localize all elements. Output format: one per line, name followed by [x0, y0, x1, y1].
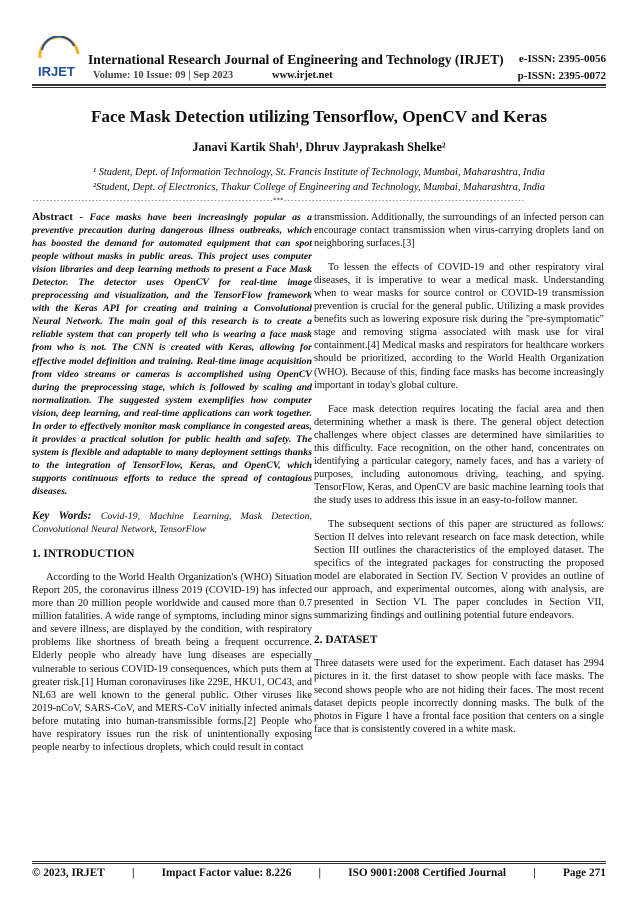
right-column	[314, 211, 604, 744]
abstract-text: Face masks have been increasingly popular as a preventive precaution during dangerous illness outbreaks, which has boosted the demand for automated equipment that can spot people without masks in public areas. This project uses computer vision libraries and deep learning methods to present a Face Mask Detector. The detector uses OpenCV for real-time image preprocessing and visualization, and the TensorFlow framework with the Keras API for creating and training a Convolutional Neural Network. The main goal of this research is to create a reliable system that can properly tell who is wearing a face mask from who is not. The CNN is created with Keras, allowing for effective model definition and training. Real-time image acquisition from video streams or cameras is accomplished using OpenCV during the preprocessing stage, which is followed by scaling and normalization. The suggested system exemplifies how computer vision, deep learning, and real-time applications can work together. In order to effectively monitor mask compliance in congested areas, it provides a practical solution for public health and safety. The system is flexible and adaptable to many deployment settings thanks to the integration of TensorFlow, Keras, and OpenCV, which supports continuous efforts to reduce the spread of contagious diseases.	[32, 212, 312, 497]
footer-divider-2: |	[318, 867, 322, 879]
abstract-label: Abstract -	[32, 211, 90, 223]
header-divider-thin	[32, 87, 606, 88]
section-heading-introduction: 1. INTRODUCTION	[32, 548, 135, 561]
p-issn: p-ISSN: 2395-0072	[517, 70, 606, 82]
journal-website[interactable]: www.irjet.net	[272, 70, 333, 81]
journal-name: International Research Journal of Engineering and Technology (IRJET)	[88, 52, 504, 67]
paper-title: Face Mask Detection utilizing Tensorflow, OpenCV and Keras	[90, 107, 548, 126]
header-divider	[32, 84, 606, 86]
footer-divider	[32, 861, 606, 862]
intro-paragraph-2: To lessen the effects of COVID-19 and other respiratory viral diseases, it is imperative to wear a medical mask. Understanding when to wear masks for source control or COVID-19 transmission prevention is crucial for the general public. Utilizing a mask provides benefits such as lowering exposure risk during the "pre-symptomatic" stage and removing stigma associated with mask use for viral containment.[4] Medical masks and respirators for healthcare workers should be prioritized, according to the World Health Organization (WHO). Because of this, finding face masks has become increasingly important in today's global culture.	[314, 262, 604, 391]
intro-paragraph-1: According to the World Health Organization's (WHO) Situation Report 205, the coronavirus illness 2019 (COVID-19) has infected more than 20 million people worldwide and caused more than 0.7 million fatalities. A wide range of symptoms, including minor signs and severe illness, are displayed by the condition, with respiratory problems like shortness of breath being a frequent occurrence. Elderly people who already have lung diseases are especially vulnerable to serious COVID-19 consequences, which puts them at greater risk.[1] Human coronaviruses like 229E, HKU1, OC43, and NL63 are well known to the general public. Other viruses like 2019-nCoV, SARS-CoV, and MERS-CoV initially infected animals before mutating into human-transmissible forms.[2] People who have respiratory issues run the risk of unintentionally exposing people nearby to infectious droplets, which could result in contact	[32, 572, 312, 753]
volume-issue: Volume: 10 Issue: 09 | Sep 2023	[93, 70, 234, 81]
footer-iso: ISO 9001:2008 Certified Journal	[348, 867, 507, 879]
footer-page-number: Page 271	[562, 867, 606, 879]
intro-paragraph-1-continued: transmission. Additionally, the surroundings of an infected person can encourage contact transmission when virus-carrying droplets land on neighboring surfaces.[3]	[314, 212, 604, 250]
paper-authors: Janavi Kartik Shah¹, Dhruv Jayprakash Shelke²	[192, 140, 446, 154]
logo-text: IRJET	[38, 64, 75, 79]
left-column	[32, 211, 312, 762]
keywords-label: Key Words:	[32, 510, 101, 523]
footer-divider-3: |	[533, 867, 536, 879]
intro-paragraph-4: The subsequent sections of this paper are structured as follows: Section II delves into relevant research on face mask detection, while Section III outlines the characteristics of the employed dataset. The specifics of the integrated packages for constructing the proposed model are elaborated in Section IV. Section V provides an outline of our approach, and experimental outcomes, along with analysis, are presented in Section VI. The paper concludes in Section VII, summarizing findings and outlining potential future endeavors.	[314, 518, 604, 622]
footer-impact-factor: Impact Factor value: 8.226	[161, 867, 292, 879]
dataset-paragraph-1: Three datasets were used for the experiment. Each dataset has 2994 pictures in it. the first dataset to show people with face masks. The second shows people who are not hiding their faces. The most recent dataset depicts people incorrectly donning masks. The bulk of the photos in Figure 1 have a frontal face position that centers on a single face that is consistently covered in a white mask.	[314, 658, 604, 735]
intro-paragraph-3: Face mask detection requires locating the facial area and then determining whether a mask is there. The general object detection challenges where object classes are determined have similarities to this difficulty. Face recognition, on the other hand, concentrates on identifying a particular category, namely faces, and has a variety of purposes, including autonomous driving, teaching, and spying. TensorFlow, Keras, and OpenCV are basic machine learning tools that the study uses to address this issue in an easy-to-follow manner.	[314, 403, 604, 506]
section-heading-dataset: 2. DATASET	[314, 634, 378, 647]
journal-header	[0, 0, 638, 90]
affiliation-1: ¹ Student, Dept. of Information Technology, St. Francis Institute of Technology, Mumbai, Maharashtra, India	[92, 167, 545, 178]
irjet-logo	[36, 36, 82, 80]
keywords-text: Covid-19, Machine Learning, Mask Detection, Convolutional Neural Network, TensorFlow	[32, 511, 312, 536]
footer-divider-thin	[32, 863, 606, 864]
abstract	[32, 211, 312, 498]
section-separator: ---------------------------------------------------------------------***---------------------------------------------------------------------	[32, 197, 525, 204]
e-issn: e-ISSN: 2395-0056	[518, 53, 606, 65]
footer-copyright: © 2023, IRJET	[32, 867, 105, 879]
page-footer	[32, 867, 606, 879]
footer-divider-1: |	[131, 867, 135, 879]
affiliation-2: ²Student, Dept. of Electronics, Thakur College of Engineering and Technology, Mumbai, Maharashtra, India	[93, 182, 545, 193]
keywords	[32, 510, 312, 536]
